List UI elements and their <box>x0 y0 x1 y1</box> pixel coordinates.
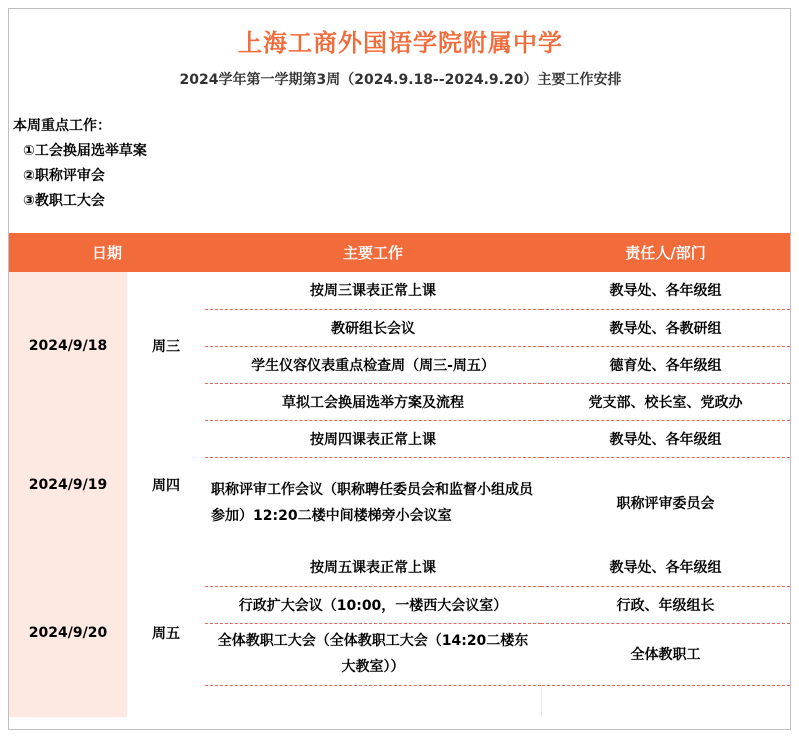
resp-cell: 教导处、各年级组 <box>541 420 790 457</box>
resp-cell: 全体教职工 <box>541 623 790 685</box>
empty-cell <box>205 685 541 717</box>
school-title: 上海工商外国语学院附属中学 <box>238 29 563 57</box>
resp-cell: 教导处、各年级组 <box>541 272 790 309</box>
weekday-cell: 周五 <box>127 549 205 717</box>
focus-heading: 本周重点工作： <box>13 118 111 134</box>
date-cell: 2024/9/18 <box>9 272 127 420</box>
work-cell: 全体教职工大会（全体教职工大会（14:20二楼东大教室）） <box>205 623 541 685</box>
table-row <box>9 420 790 457</box>
work-cell: 按周四课表正常上课 <box>205 420 541 457</box>
table-header-row <box>9 233 790 272</box>
work-cell: 学生仪容仪表重点检查周（周三-周五） <box>205 346 541 383</box>
work-cell: 职称评审工作会议（职称聘任委员会和监督小组成员参加）12:20二楼中间楼梯旁小会议室 <box>211 482 534 525</box>
weekday-cell: 周三 <box>127 272 205 420</box>
resp-cell: 职称评审委员会 <box>616 496 715 513</box>
date-cell: 2024/9/20 <box>9 549 127 717</box>
resp-cell: 教导处、各教研组 <box>541 309 790 346</box>
weekly-focus <box>13 114 147 214</box>
resp-cell: 行政、年级组长 <box>541 586 790 623</box>
resp-cell: 教导处、各年级组 <box>541 549 790 586</box>
date-cell: 2024/9/19 <box>9 420 127 549</box>
focus-item: ②职称评审会 <box>23 168 105 184</box>
resp-cell: 党支部、校长室、党政办 <box>541 383 790 420</box>
header-work: 主要工作 <box>205 233 541 272</box>
focus-item: ③教职工大会 <box>23 193 105 209</box>
work-cell: 行政扩大会议（10:00，一楼西大会议室） <box>205 586 541 623</box>
schedule-sheet <box>8 8 791 730</box>
work-cell: 按周五课表正常上课 <box>205 549 541 586</box>
header-date: 日期 <box>9 233 205 272</box>
table-row <box>9 549 790 586</box>
work-cell: 按周三课表正常上课 <box>205 272 541 309</box>
resp-cell: 德育处、各年级组 <box>541 346 790 383</box>
weekday-cell: 周四 <box>127 420 205 549</box>
schedule-table <box>9 233 790 717</box>
work-cell: 草拟工会换届选举方案及流程 <box>205 383 541 420</box>
work-cell: 教研组长会议 <box>205 309 541 346</box>
header-resp: 责任人/部门 <box>541 233 790 272</box>
table-row <box>9 272 790 309</box>
focus-item: ①工会换届选举草案 <box>23 143 147 159</box>
empty-cell <box>541 685 790 717</box>
schedule-subtitle: 2024学年第一学期第3周（2024.9.18--2024.9.20）主要工作安排 <box>179 72 622 88</box>
